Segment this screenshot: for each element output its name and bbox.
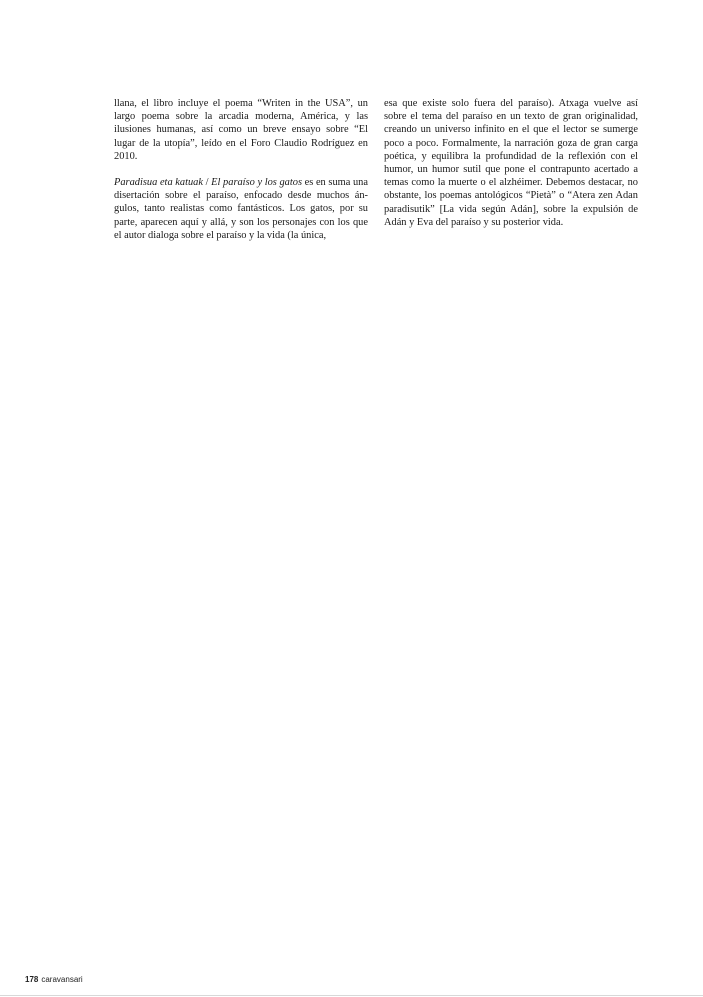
book-title-spanish: El paraíso y los gatos — [211, 177, 302, 189]
text-column-left — [114, 97, 368, 242]
footer-divider — [0, 995, 703, 996]
page-number: 178 — [25, 975, 39, 984]
paragraph: llana, el libro incluye el poema “Writen in the USA”, un largo poema sobre la arcadia moderna, América, y las ilusiones humanas, así como un breve ensayo sobre “El lugar de la utopía”, leído en el Foro Claudio Rodríguez en 2010. — [114, 98, 368, 162]
title-separator: / — [202, 177, 212, 189]
publication-name: caravansari — [41, 975, 83, 984]
paragraph-body: es en suma una disertación sobre el paraíso, enfocado desde muchos ángulos, tanto realistas como fantásticos. Los gatos, por su parte, aparecen aquí y allá, y son los personajes con los que el autor dialoga sobre el paraíso y la vida (la única, — [114, 177, 368, 241]
paragraph: esa que existe solo fuera del paraíso). Atxaga vuelve así sobre el tema del paraíso en un texto de gran originalidad, creando un universo infinito en el que el lector se sumerge poco a poco. Formalmente, la narración goza de gran carga poética, y equilibra la profundidad de la reflexión con el humor, un humor sutil que pone el contrapunto acertado a temas como la muerte o el alzhéimer. Debemos destacar, no obstante, los poemas antológicos “Pietà” o “Atera zen Adan paradisutik” [La vida según Adán], sobre la expulsión de Adán y Eva del paraíso y su posterior vida. — [384, 98, 638, 228]
text-column-right — [384, 97, 638, 229]
book-title-basque: Paradisua eta katuak — [114, 177, 203, 189]
page-footer — [25, 975, 83, 984]
paragraph — [114, 176, 368, 242]
